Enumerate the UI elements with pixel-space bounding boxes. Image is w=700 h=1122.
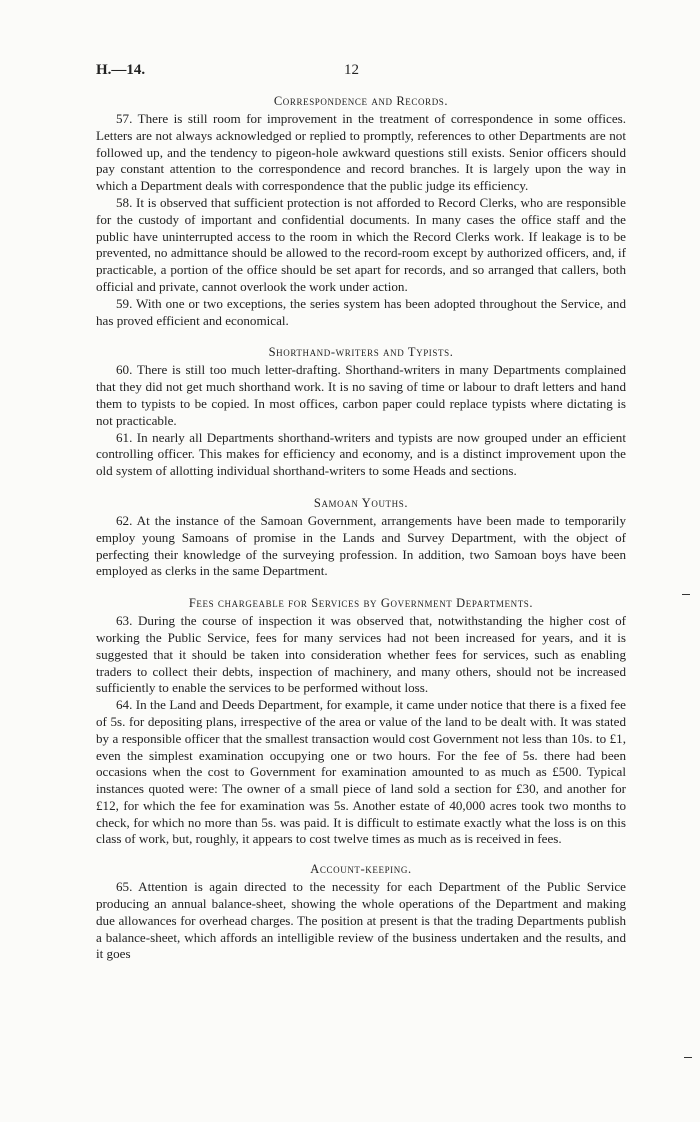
paragraph-59: 59. With one or two exceptions, the series system has been adopted throughout the Service, and has proved efficient and economical. [96, 295, 626, 328]
page-header [96, 62, 626, 82]
section-heading: Shorthand-writers and Typists. [268, 345, 454, 360]
page-number: 12 [344, 62, 359, 78]
section-samoan-youths [96, 494, 626, 580]
paragraph-61: 61. In nearly all Departments shorthand-writers and typists are now grouped under an efficient controlling officer. This makes for efficiency and economy, and is a distinct improvement upon the old system of allotting individual shorthand-writers to some Heads and sections. [96, 429, 626, 479]
section-heading: Correspondence and Records. [273, 94, 449, 108]
section-heading: Account-keeping. [310, 862, 412, 877]
paragraph-65: 65. Attention is again directed to the necessity for each Department of the Public Service producing an annual balance-sheet, showing the whole operations of the Department and making due allowances for overhead charges. The position at present is that the trading Departments publish a balance-sheet, which affords an intelligible review of the business undertaken and the results, and it goes [96, 879, 626, 962]
paragraph-64: 64. In the Land and Deeds Department, for example, it came under notice that there is a fixed fee of 5s. for depositing plans, irrespective of the area or value of the land to be dealt with. It was stated by a responsible officer that the smallest transaction would cost Government not less than 10s. to £1, even the simplest examination occupying one or two hours. For the fee of 5s. there had been occasions when the cost to Government for examination amounted to as much as £500. Typical instances quoted were: The owner of a small piece of land sold a section for £30, and another for £12, for which the fee for examination was 5s. Another estate of 40,000 acres took two months to check, for which no more than 5s. was paid. It is difficult to estimate exactly what the loss is on this class of work, but, roughly, it appears to cost twelve times as much as is received in fees. [96, 697, 626, 847]
paragraph-62: 62. At the instance of the Samoan Government, arrangements have been made to temporarily employ young Samoans of promise in the Lands and Survey Department, with the object of perfecting their knowledge of the surveying profession. In addition, two Samoan boys have been employed as clerks in the same Department. [96, 512, 626, 579]
section-account-keeping [96, 860, 626, 963]
document-reference: H.—14. [96, 62, 146, 78]
section-correspondence-and-records [96, 92, 626, 329]
section-shorthand-writers-and-typists [96, 343, 626, 480]
paragraph-57: 57. There is still room for improvement in the treatment of correspondence in some offices. Letters are not always acknowledged or replied to promptly, references to other Departments are not followed up, and the tendency to pigeon-hole awkward questions still exists. Senior officers should pay constant attention to the correspondence and record branches. It is largely upon the way in which a Department deals with correspondence that the public judge its efficiency. [96, 111, 626, 194]
section-fees-chargeable [96, 594, 626, 848]
section-heading: Samoan Youths. [313, 495, 409, 510]
scan-artifact-mark [682, 594, 690, 595]
section-heading: Fees chargeable for Services by Government Departments. [188, 596, 534, 611]
paragraph-63: 63. During the course of inspection it was observed that, notwithstanding the higher cost of working the Public Service, fees for many services had not been increased for years, and it is suggested that it should be taken into consideration whether fees for services, such as enabling traders to collect their debts, inspection of machinery, and many others, should not be increased sufficiently to enable the services to be performed without loss. [96, 613, 626, 696]
paragraph-58: 58. It is observed that sufficient protection is not afforded to Record Clerks, who are responsible for the custody of important and confidential documents. In many cases the office staff and the public have uninterrupted access to the room in which the Record Clerks work. If leakage is to be prevented, no admittance should be allowed to the record-room except by authorized officers, and, if practicable, a portion of the office should be set apart for records, and so arranged that callers, both official and private, cannot overlook the work under action. [96, 194, 626, 294]
scan-artifact-mark [684, 1057, 692, 1058]
body-text [96, 92, 626, 963]
paragraph-60: 60. There is still too much letter-drafting. Shorthand-writers in many Departments complained that they did not get much shorthand work. It is no saving of time or labour to draft letters and hand them to typists to be copied. In most offices, carbon paper could replace typists where dictating is not practicable. [96, 362, 626, 428]
